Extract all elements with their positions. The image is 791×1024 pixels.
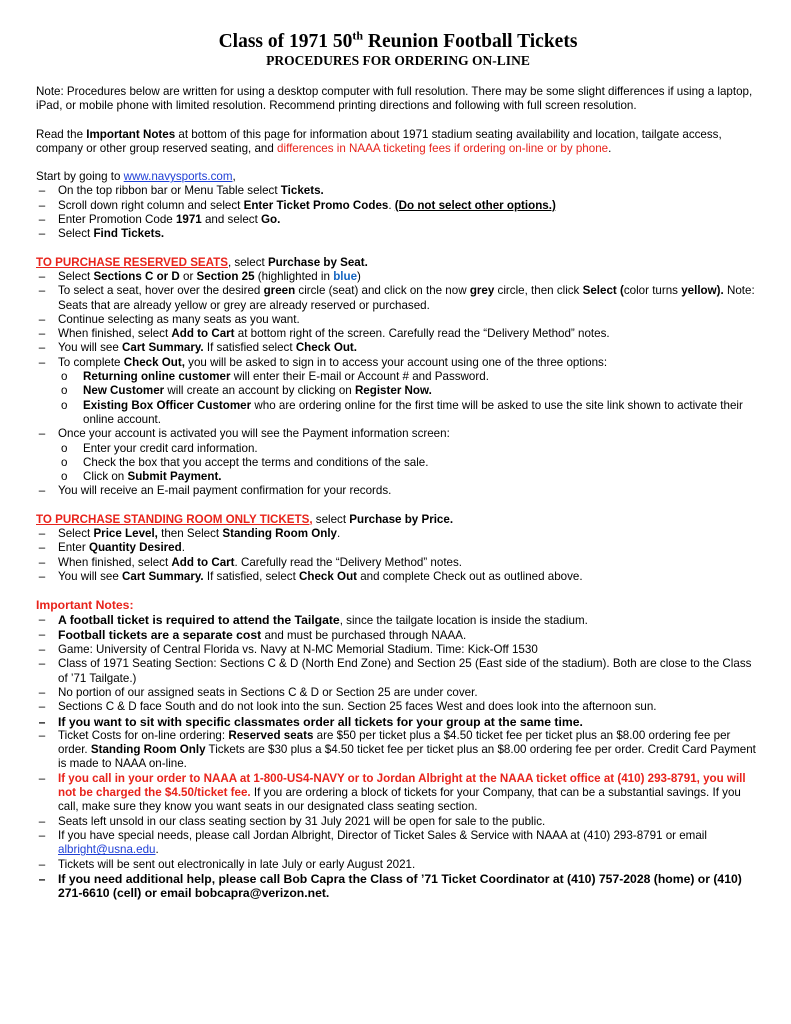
list-item: – Seats left unsold in our class seating section by 31 July 2021 will be open for sale to the public.: [36, 815, 760, 829]
list-item: – Select Find Tickets.: [36, 227, 760, 241]
list-item: – Sections C & D face South and do not look into the sun. Section 25 faces West and does look into the afternoon sun.: [36, 700, 760, 714]
navysports-link[interactable]: www.navysports.com: [123, 170, 233, 184]
sub-list-item: o New Customer will create an account by clicking on Register Now.: [36, 384, 760, 398]
reserved-seats-heading: TO PURCHASE RESERVED SEATS, select Purchase by Seat.: [36, 255, 368, 269]
title-text-rest: Reunion Football Tickets: [363, 31, 578, 52]
list-item: – When finished, select Add to Cart at bottom right of the screen. Carefully read the “Delivery Method” notes.: [36, 327, 760, 341]
read-notes-paragraph: Read the Important Notes at bottom of this page for information about 1971 stadium seating availability and location, tailgate access, company or other group reserved seating, and differences in NAAA ticketing fees if ordering on-line or by phone.: [36, 127, 722, 155]
list-item: – Class of 1971 Seating Section: Sections C & D (North End Zone) and Section 25 (East side of the stadium). Both are close to the Class of ’71 Tailgate.): [36, 657, 760, 686]
list-item: – Select Price Level, then Select Standing Room Only.: [36, 527, 760, 541]
page-title: [36, 30, 760, 53]
list-item: – If you need additional help, please call Bob Capra the Class of ’71 Ticket Coordinator at (410) 757-2028 (home) or (410) 271-6610 (cell) or email bobcapra@verizon.net.: [36, 872, 760, 901]
list-item: – Enter Quantity Desired.: [36, 541, 760, 555]
list-item: – Enter Promotion Code 1971 and select Go.: [36, 213, 760, 227]
albright-email-link[interactable]: albright@usna.edu: [58, 843, 156, 857]
list-item: – Game: University of Central Florida vs. Navy at N-MC Memorial Stadium. Time: Kick-Off 1530: [36, 643, 760, 657]
title-superscript: th: [352, 28, 364, 43]
list-item: – You will see Cart Summary. If satisfied, select Check Out and complete Check out as outlined above.: [36, 570, 760, 584]
important-notes-list: [36, 613, 760, 901]
important-notes-heading: Important Notes:: [36, 598, 134, 613]
list-item: – If you want to sit with specific classmates order all tickets for your group at the same time.: [36, 715, 760, 729]
list-item: – Tickets will be sent out electronically in late July or early August 2021.: [36, 858, 760, 872]
list-item: – Football tickets are a separate cost and must be purchased through NAAA.: [36, 628, 760, 643]
document-page: [36, 30, 760, 900]
list-item: – Once your account is activated you will see the Payment information screen:: [36, 427, 760, 441]
sub-list-item: o Check the box that you accept the terms and conditions of the sale.: [36, 456, 760, 470]
start-paragraph: Start by going to www.navysports.com,: [36, 170, 236, 184]
sub-list-item: o Click on Submit Payment.: [36, 470, 760, 484]
list-item: – If you have special needs, please call Jordan Albright, Director of Ticket Sales & Service with NAAA at (410) 293-8791 or email albright@usna.edu.: [36, 829, 760, 858]
list-item: – Continue selecting as many seats as you want.: [36, 313, 760, 327]
list-item: – On the top ribbon bar or Menu Table select Tickets.: [36, 184, 760, 198]
list-item: – No portion of our assigned seats in Sections C & D or Section 25 are under cover.: [36, 686, 760, 700]
list-item: – Scroll down right column and select Enter Ticket Promo Codes. (Do not select other options.): [36, 199, 760, 213]
list-item: – Ticket Costs for on-line ordering: Reserved seats are $50 per ticket plus a $4.50 ticket fee per ticket plus an $8.00 ordering fee per order. Standing Room Only Tickets are $30 plus a $4.50 ticket fee per ticket plus an $8.00 ordering fee per order. Credit Card Payment is made to NAAA on-line.: [36, 729, 760, 772]
reserved-steps-list: [36, 270, 760, 499]
list-item: – Select Sections C or D or Section 25 (highlighted in blue): [36, 270, 760, 284]
sub-list-item: o Enter your credit card information.: [36, 442, 760, 456]
list-item: – A football ticket is required to attend the Tailgate, since the tailgate location is inside the stadium.: [36, 613, 760, 628]
list-item: – You will see Cart Summary. If satisfied select Check Out.: [36, 341, 760, 355]
list-item: – You will receive an E-mail payment confirmation for your records.: [36, 484, 760, 498]
standing-room-heading: TO PURCHASE STANDING ROOM ONLY TICKETS, select Purchase by Price.: [36, 512, 454, 526]
list-item: – To complete Check Out, you will be asked to sign in to access your account using one of the three options:: [36, 356, 760, 370]
list-item: – To select a seat, hover over the desired green circle (seat) and click on the now grey circle, then click Select (color turns yellow). Note: Seats that are already yellow or grey are already reserved or purchased.: [36, 284, 760, 313]
sub-list-item: o Returning online customer will enter their E-mail or Account # and Password.: [36, 370, 760, 384]
standing-steps-list: [36, 527, 760, 584]
sub-list-item: o Existing Box Officer Customer who are ordering online for the first time will be asked to use the site link shown to activate their online account.: [36, 399, 760, 428]
list-item: – When finished, select Add to Cart. Carefully read the “Delivery Method” notes.: [36, 556, 760, 570]
list-item: – If you call in your order to NAAA at 1-800-US4-NAVY or to Jordan Albright at the NAAA ticket office at (410) 293-8791, you will not be charged the $4.50/ticket fee. If you are ordering a block of tickets for your Company, that can be a substantial savings. If you call, make sure they know you want seats in our designated class seating section.: [36, 772, 760, 815]
page-subtitle: PROCEDURES FOR ORDERING ON-LINE: [266, 53, 530, 68]
intro-note: Note: Procedures below are written for using a desktop computer with full resolution. There may be some slight differences if using a laptop, iPad, or mobile phone with limited resolution. Recommend printing directions and following with full screen resolution.: [36, 85, 753, 113]
title-text: Class of 1971 50: [218, 31, 353, 52]
start-steps-list: [36, 184, 760, 241]
